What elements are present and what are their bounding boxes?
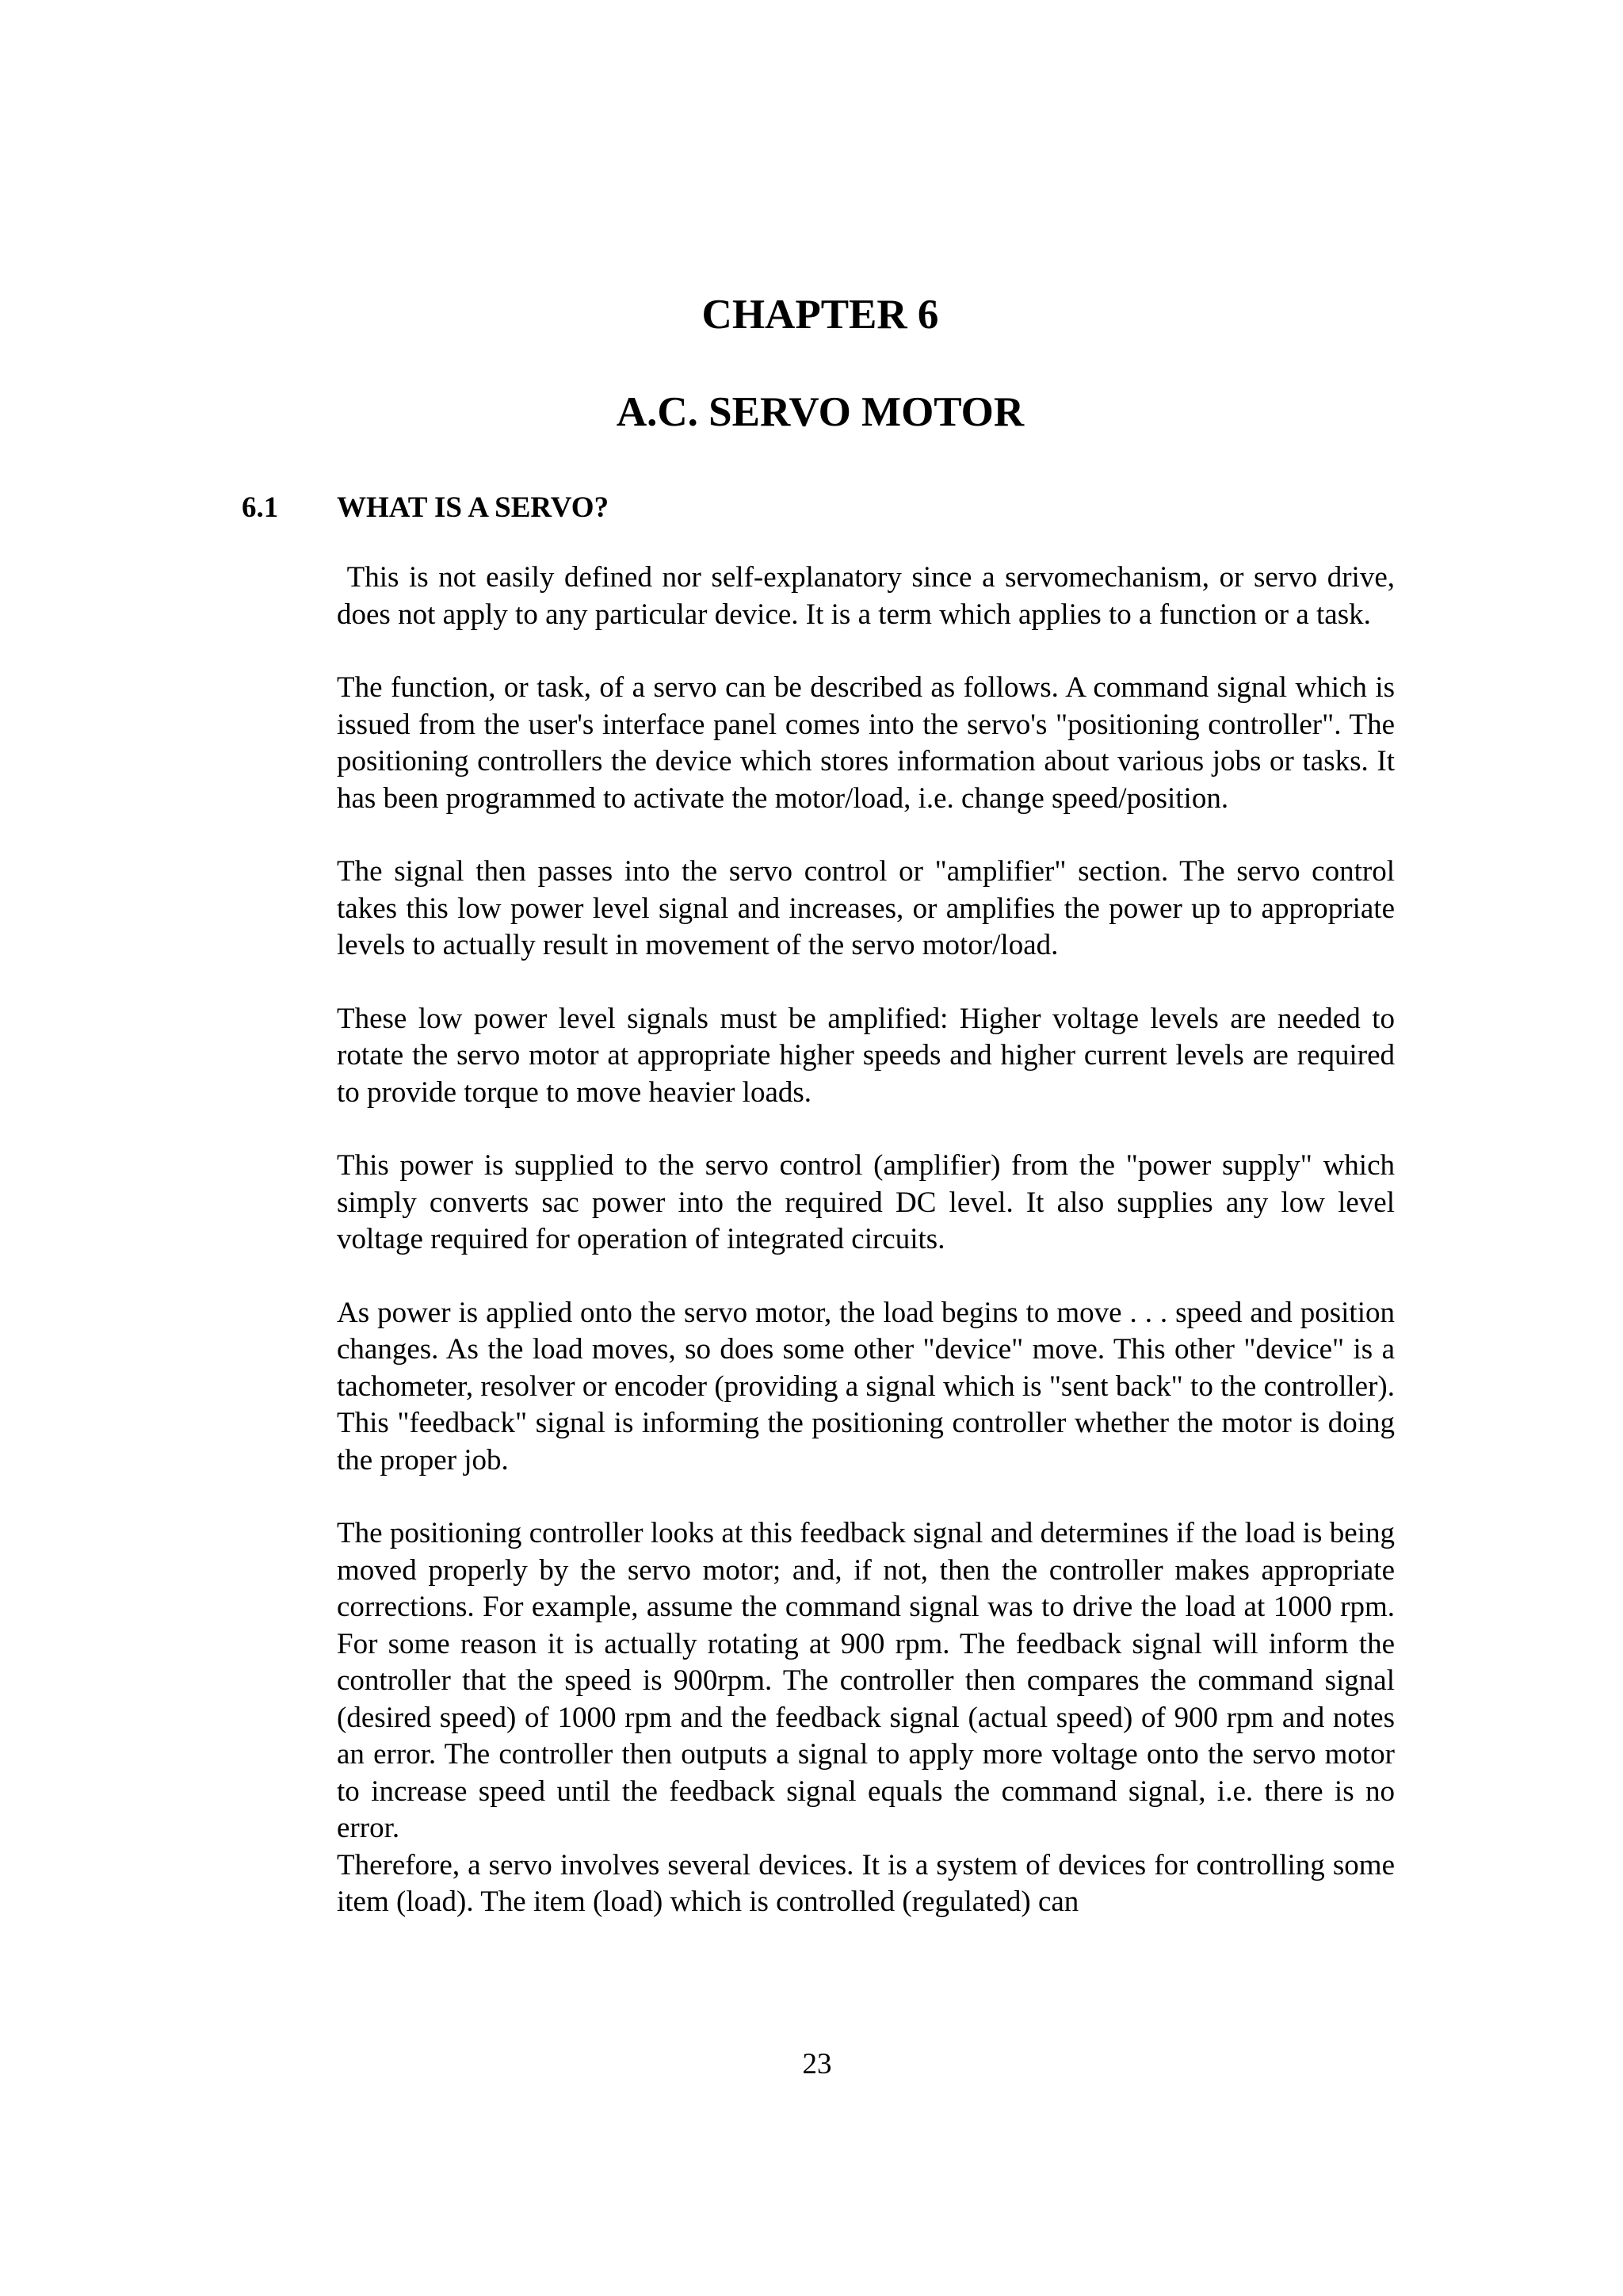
chapter-title: CHAPTER 6: [701, 292, 939, 338]
paragraph-5: This power is supplied to the servo control (amplifier) from the "power supply" which simply converts sac power into the required DC level. It also supplies any low level voltage required for operation of integrated circuits.: [337, 1149, 1395, 1255]
page-number: 23: [802, 2048, 832, 2080]
paragraph-3: The signal then passes into the servo control or "amplifier" section. The servo control takes this low power level signal and increases, or amplifies the power up to appropriate levels to actually result in movement of the servo motor/load.: [337, 855, 1395, 961]
paragraph-4: These low power level signals must be amplified: Higher voltage levels are needed to rotate the servo motor at appropriate higher speeds and higher current levels are required to provide torque to move heavier loads.: [337, 1002, 1395, 1109]
paragraph-1: This is not easily defined nor self-explanatory since a servomechanism, or servo drive, does not apply to any particular device. It is a term which applies to a function or a task.: [337, 561, 1403, 631]
section-number: 6.1: [242, 491, 279, 524]
body-text: [337, 560, 1403, 1921]
chapter-subtitle: A.C. SERVO MOTOR: [616, 389, 1025, 435]
section-heading: [242, 490, 609, 526]
paragraph-7: The positioning controller looks at this feedback signal and determines if the load is being moved properly by the servo motor; and, if not, then the controller makes appropriate corrections. For example, assume the command signal was to drive the load at 1000 rpm. For some reason it is actually rotating at 900 rpm. The feedback signal will inform the controller that the speed is 900rpm. The controller then compares the command signal (desired speed) of 1000 rpm and the feedback signal (actual speed) of 900 rpm and notes an error. The controller then outputs a signal to apply more voltage onto the servo motor to increase speed until the feedback signal equals the command signal, i.e. there is no error.: [337, 1517, 1395, 1844]
paragraph-2: The function, or task, of a servo can be described as follows. A command signal which is issued from the user's interface panel comes into the servo's "positioning controller". The positioning controllers the device which stores information about various jobs or tasks. It has been programmed to activate the motor/load, i.e. change speed/position.: [337, 671, 1395, 815]
paragraph-8: Therefore, a servo involves several devices. It is a system of devices for controlling some item (load). The item (load) which is controlled (regulated) can: [337, 1848, 1395, 1918]
section-title: WHAT IS A SERVO?: [337, 491, 609, 524]
paragraph-6: As power is applied onto the servo motor, the load begins to move . . . speed and position changes. As the load moves, so does some other "device" move. This other "device" is a tachometer, resolver or encoder (providing a signal which is "sent back" to the controller). This "feedback" signal is informing the positioning controller whether the motor is doing the proper job.: [337, 1296, 1395, 1477]
